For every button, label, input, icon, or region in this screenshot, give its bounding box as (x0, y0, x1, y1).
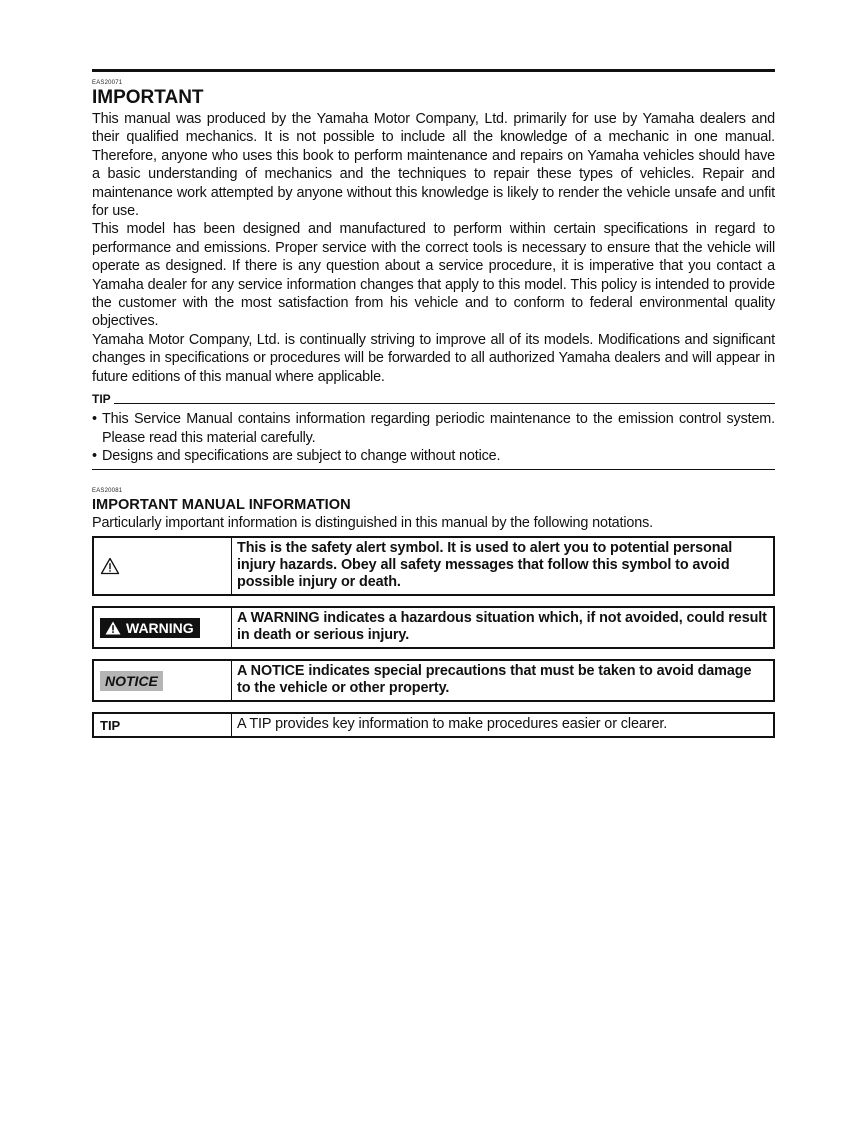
tip-rule (114, 403, 775, 404)
warning-triangle-icon (105, 621, 121, 635)
tip-badge: TIP (100, 717, 121, 733)
tip-header (92, 393, 775, 406)
list-item: • Designs and specifications are subject to change without notice. (92, 447, 501, 464)
important-body (92, 110, 775, 386)
section-code: EAS20071 (92, 80, 123, 86)
notation-warning (92, 606, 775, 649)
notation-text: A NOTICE indicates special precautions that must be taken to avoid damage to the vehicle or other property. (237, 663, 752, 697)
section-code: EAS20081 (92, 488, 123, 495)
notation-tip (92, 712, 775, 738)
paragraph: This manual was produced by the Yamaha Motor Company, Ltd. primarily for use by Yamaha dealers and their qualified mechanics. It is not possible to include all the knowledge of a mechanic in one manual. Therefore, anyone who uses this book to perform maintenance and repairs on Yamaha vehicles should have a basic understanding of mechanics and the techniques to repair these types of vehicles. Repair and maintenance work attempted by anyone without this knowledge is likely to render the vehicle unsafe and unfit for use. (92, 111, 775, 220)
notice-badge: NOTICE (100, 671, 163, 691)
paragraph: Yamaha Motor Company, Ltd. is continually striving to improve all of its models. Modifications and significant changes in specifications or procedures will be forwarded to all authorized Yamaha dealers and will appear in future editions of this manual where applicable. (92, 331, 775, 385)
alert-triangle-icon (100, 557, 120, 575)
paragraph: This model has been designed and manufactured to perform within certain specifications in regard to performance and emissions. Proper service with the correct tools is necessary to ensure that the vehicle will operate as designed. If there is any question about a service procedure, it is imperative that you contact a Yamaha dealer for any service information changes that apply to this model. This policy is intended to provide the customer with the most satisfaction from his vehicle and to conform to federal environmental quality objectives. (92, 221, 775, 330)
manual-info-heading: IMPORTANT MANUAL INFORMATION (92, 497, 351, 514)
warning-badge: WARNING (100, 618, 200, 638)
important-heading: IMPORTANT (92, 87, 204, 108)
list-item: • This Service Manual contains information regarding periodic maintenance to the emission control system. Please read this material carefully. (92, 411, 775, 446)
tip-list (92, 410, 775, 465)
top-rule (92, 69, 775, 72)
manual-page (92, 69, 775, 738)
tip-end-rule (92, 469, 775, 470)
notation-text: A WARNING indicates a hazardous situation which, if not avoided, could result in death or serious injury. (237, 610, 767, 644)
notation-text: A TIP provides key information to make procedures easier or clearer. (237, 716, 668, 733)
notation-text: This is the safety alert symbol. It is used to alert you to potential personal injury hazards. Obey all safety messages that follow this symbol to avoid possible injury or death. (237, 540, 733, 591)
manual-info-intro: Particularly important information is distinguished in this manual by the following notations. (92, 515, 654, 532)
notation-safety-alert (92, 536, 775, 596)
notation-notice (92, 659, 775, 702)
tip-label: TIP (92, 392, 111, 407)
